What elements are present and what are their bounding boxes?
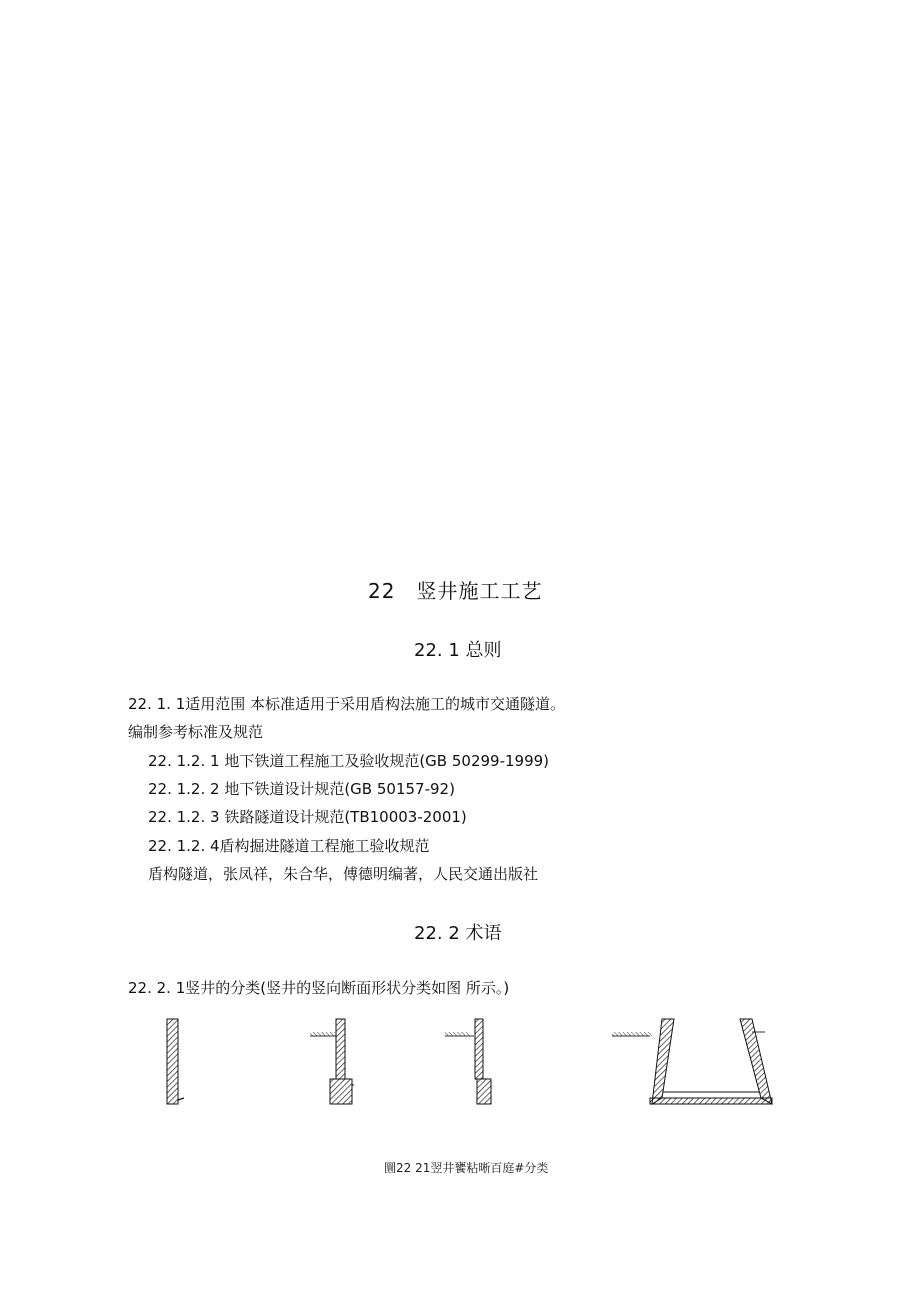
shaft-type-straight (167, 1019, 184, 1104)
chapter-title: 22 竖井施工工艺 (368, 579, 543, 603)
ref-item: 22. 1.2. 3 铁路隧道设计规范(TB10003-2001) (148, 808, 467, 826)
ref-item: 盾构隧道，张凤祥，朱合华，傅德明编著，人民交通出版社 (148, 865, 539, 883)
shaft-type-stepped-wide (310, 1019, 354, 1104)
section-title-general: 22. 1 总则 (414, 640, 502, 661)
shaft-type-stepped-narrow (445, 1019, 491, 1104)
figure-caption: 圜22 21翌井饔粘晰百庭#分类 (384, 1161, 549, 1175)
term-paragraph: 22. 2. 1竖井的分类(竖井的竖向断面形状分类如图 所示。) (128, 979, 510, 997)
scope-paragraph: 22. 1. 1适用范围 本标准适用于采用盾构法施工的城市交通隧道。 (128, 695, 566, 713)
ref-item: 22. 1.2. 4盾构掘进隧道工程施工验收规范 (148, 837, 430, 855)
refs-heading: 编制参考标准及规范 (128, 723, 264, 741)
section-title-terms: 22. 2 术语 (414, 923, 502, 944)
shaft-sections-figure (140, 1012, 800, 1112)
shaft-type-inclined (612, 1019, 772, 1104)
ref-item: 22. 1.2. 2 地下铁道设计规范(GB 50157-92) (148, 780, 455, 798)
ref-item: 22. 1.2. 1 地下铁道工程施工及验收规范(GB 50299-1999) (148, 752, 550, 770)
